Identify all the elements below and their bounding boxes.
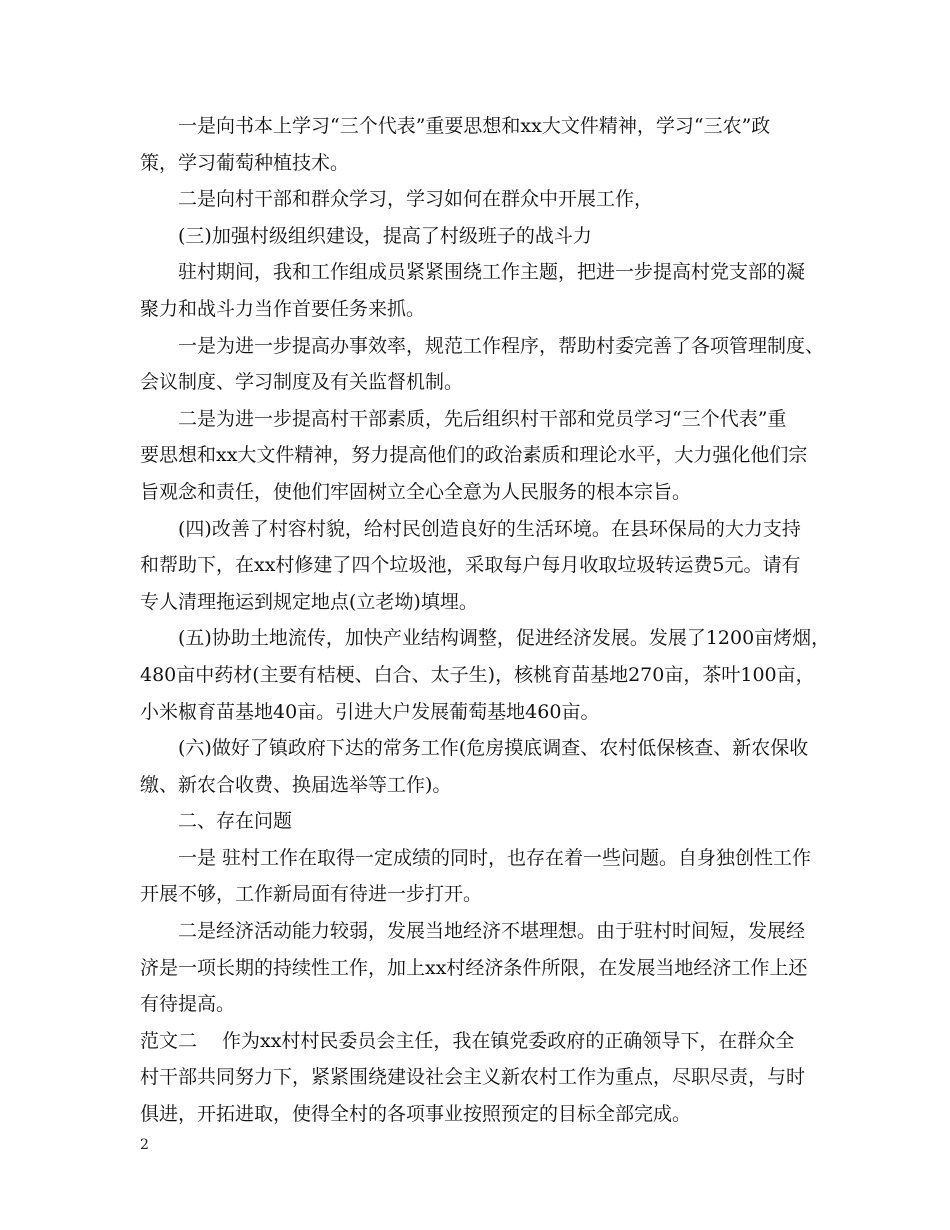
text-line: 旨观念和责任，使他们牢固树立全心全意为人民服务的根本宗旨。 — [140, 480, 692, 503]
text-line: 一是 驻村工作在取得一定成绩的同时，也存在着一些问题。自身独创性工作 — [178, 846, 812, 869]
text-line: 村干部共同努力下，紧紧围绕建设社会主义新农村工作为重点，尽职尽责，与时 — [140, 1066, 806, 1089]
text-line: 480亩中药材(主要有桔梗、白合、太子生)，核桃育苗基地270亩，茶叶100亩， — [140, 663, 815, 686]
text-line: 有待提高。 — [140, 993, 236, 1016]
text-line: 一是为进一步提高办事效率，规范工作程序，帮助村委完善了各项管理制度、 — [178, 334, 825, 357]
text-line: 二是向村干部和群众学习，学习如何在群众中开展工作， — [178, 188, 654, 211]
text-line: 和帮助下，在xx村修建了四个垃圾池，采取每户每月收取垃圾转运费5元。请有 — [140, 554, 801, 577]
text-line: 要思想和xx大文件精神，努力提高他们的政治素质和理论水平，大力强化他们宗 — [140, 444, 808, 467]
document-body — [140, 108, 840, 1133]
text-line: 策，学习葡萄种植技术。 — [140, 151, 350, 174]
text-line: 二是经济活动能力较弱，发展当地经济不堪理想。由于驻村时间短，发展经 — [178, 920, 806, 943]
sample-label: 范文二 — [140, 1029, 198, 1052]
text-line: 专人清理拖运到规定地点(立老坳)填埋。 — [140, 590, 478, 613]
text-line: 聚力和战斗力当作首要任务来抓。 — [140, 297, 426, 320]
sample-first-line: 作为xx村村民委员会主任，我在镇党委政府的正确领导下，在群众全 — [222, 1029, 795, 1052]
text-line: 一是向书本上学习“三个代表”重要思想和xx大文件精神，学习“三农”政 — [178, 115, 771, 137]
sample-heading-line — [140, 1023, 840, 1060]
text-line: 驻村期间，我和工作组成员紧紧围绕工作主题，把进一步提高村党支部的凝 — [178, 261, 806, 284]
text-line: 缴、新农合收费、换届选举等工作)。 — [140, 773, 452, 796]
text-line: 小米椒育苗基地40亩。引进大户发展葡萄基地460亩。 — [140, 700, 600, 723]
text-line: 会议制度、学习制度及有关监督机制。 — [140, 371, 464, 394]
text-line: (六)做好了镇政府下达的常务工作(危房摸底调查、农村低保核查、新农保收 — [178, 737, 809, 760]
text-line: (五)协助土地流传，加快产业结构调整，促进经济发展。发展了1200亩烤烟， — [178, 627, 831, 650]
text-line: 俱进，开拓进取，使得全村的各项事业按照预定的目标全部完成。 — [140, 1103, 692, 1126]
text-line: 二、存在问题 — [178, 810, 293, 833]
text-line: 二是为进一步提高村干部素质，先后组织村干部和党员学习“三个代表”重 — [178, 407, 787, 430]
page-number: 2 — [140, 1137, 149, 1153]
text-line: 济是一项长期的持续性工作，加上xx村经济条件所限，在发展当地经济工作上还 — [140, 956, 808, 979]
text-line: 开展不够，工作新局面有待进一步打开。 — [140, 883, 483, 906]
text-line: (四)改善了村容村貌，给村民创造良好的生活环境。在县环保局的大力支持 — [178, 517, 801, 540]
text-line: (三)加强村级组织建设，提高了村级班子的战斗力 — [178, 224, 592, 247]
